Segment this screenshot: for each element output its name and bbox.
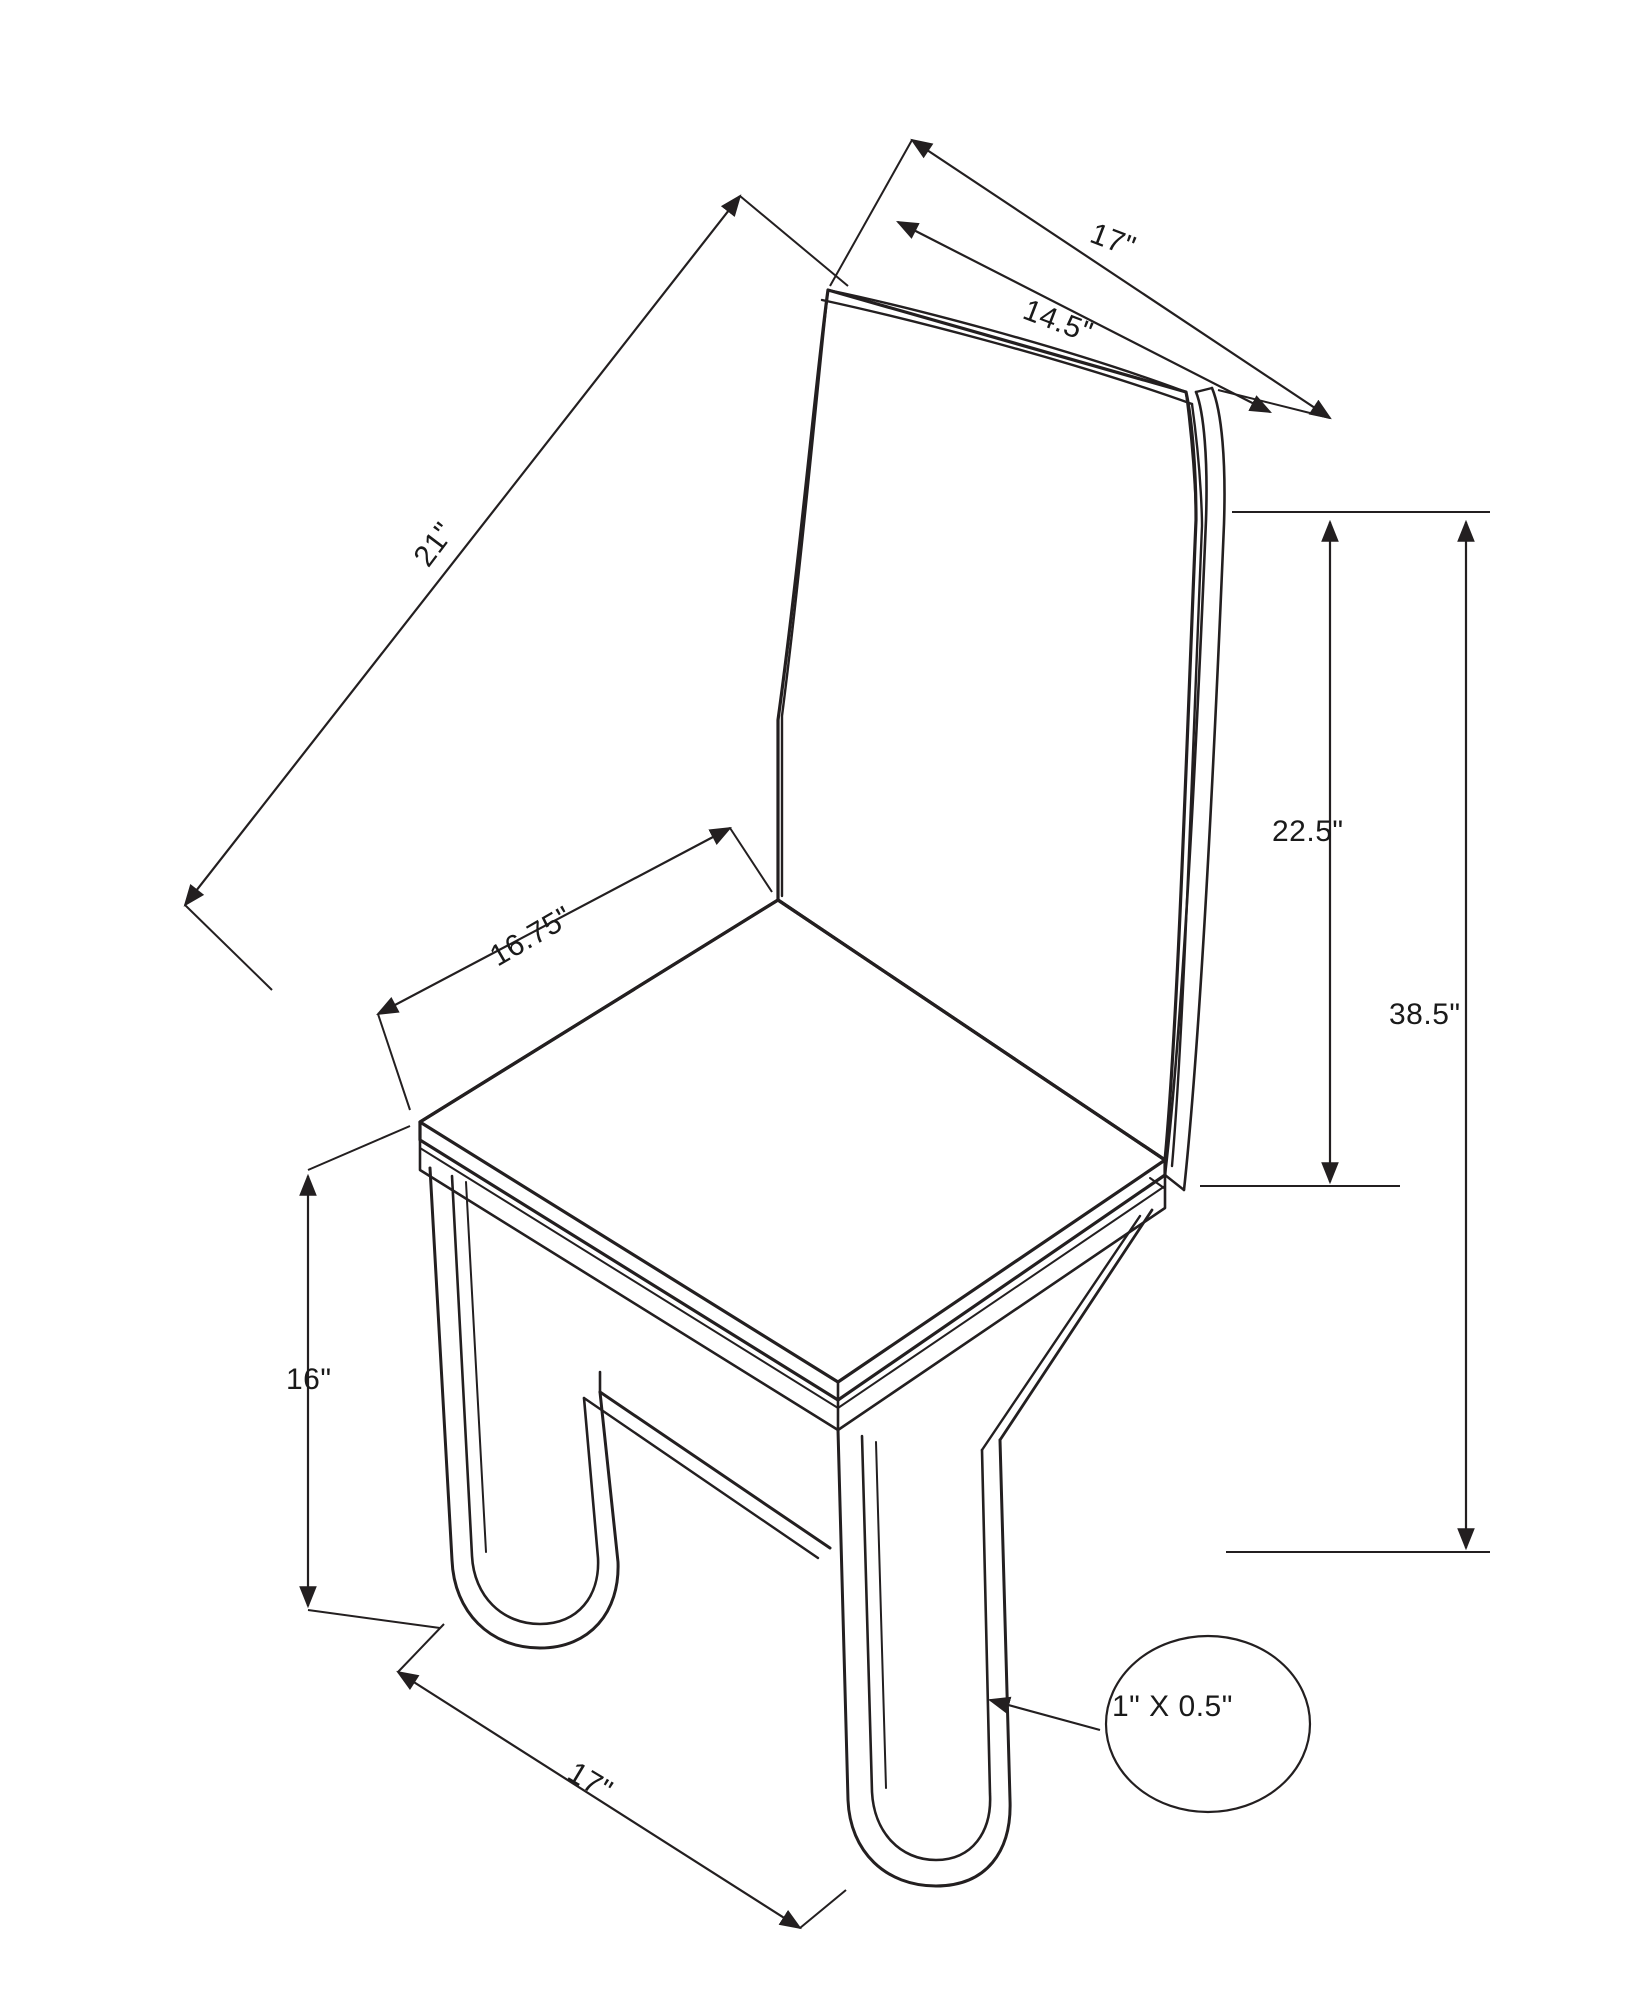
chair-back-panel-face (778, 290, 1196, 1160)
chair-seat-top-surface (420, 900, 1165, 1382)
extension-line-21-upper (740, 196, 848, 286)
extension-line-16-top (308, 1126, 410, 1170)
dimension-label-22-5: 22.5" (1272, 815, 1344, 848)
chair-left-sled-outer (430, 1168, 618, 1648)
extension-line-17-bottom-left (398, 1624, 444, 1672)
extension-line-16-75-left (378, 1014, 410, 1110)
chair-right-sled-edge (876, 1442, 886, 1788)
dimension-label-17-top: 17" (1085, 216, 1141, 265)
chair-front-cross-member (600, 1392, 830, 1548)
dimension-label-17-bottom: 17" (562, 1755, 619, 1808)
dimension-line-21 (185, 196, 740, 905)
dimension-label-16-75: 16.75" (484, 900, 578, 974)
chair-back-left-seam (782, 290, 828, 896)
extension-line-17-top-left (830, 140, 912, 286)
dimension-label-16: 16" (286, 1363, 332, 1396)
chair-seat-block (420, 900, 1165, 1400)
extension-line-17-bottom-right (800, 1890, 846, 1928)
chair-left-sled-inner (452, 1176, 598, 1624)
chair-back-frame-right-outer-2 (1184, 388, 1225, 1190)
chair-seat-seam (420, 1148, 1165, 1408)
chair-seat-front-thickness (420, 1122, 838, 1430)
extension-line-16-bottom (308, 1610, 440, 1628)
chair-right-rear-leg-lower (1000, 1210, 1152, 1440)
extension-line-21-lower (185, 905, 272, 990)
dimension-label-38-5: 38.5" (1389, 998, 1461, 1031)
dimension-label-14-5: 14.5" (1018, 293, 1098, 350)
chair-back-top-edge-inner (822, 300, 1192, 404)
chair-right-rear-leg-lower-inner (982, 1216, 1140, 1450)
extension-line-16-75-right (730, 828, 772, 892)
dimension-lines (185, 140, 1490, 1928)
chair-seat-side-thickness (838, 1160, 1165, 1430)
chair-back-frame-bottom-cap (1165, 1175, 1184, 1190)
chair-back-frame-top-cap (1196, 388, 1212, 392)
dimension-label-tube-profile: 1" X 0.5" (1112, 1690, 1233, 1723)
dimension-line-17-top (912, 140, 1330, 418)
dimension-label-21: 21" (407, 516, 462, 573)
callout-bubble (1106, 1636, 1310, 1812)
chair-front-cross-member-inner (584, 1398, 818, 1558)
chair-outline (420, 290, 1225, 1886)
